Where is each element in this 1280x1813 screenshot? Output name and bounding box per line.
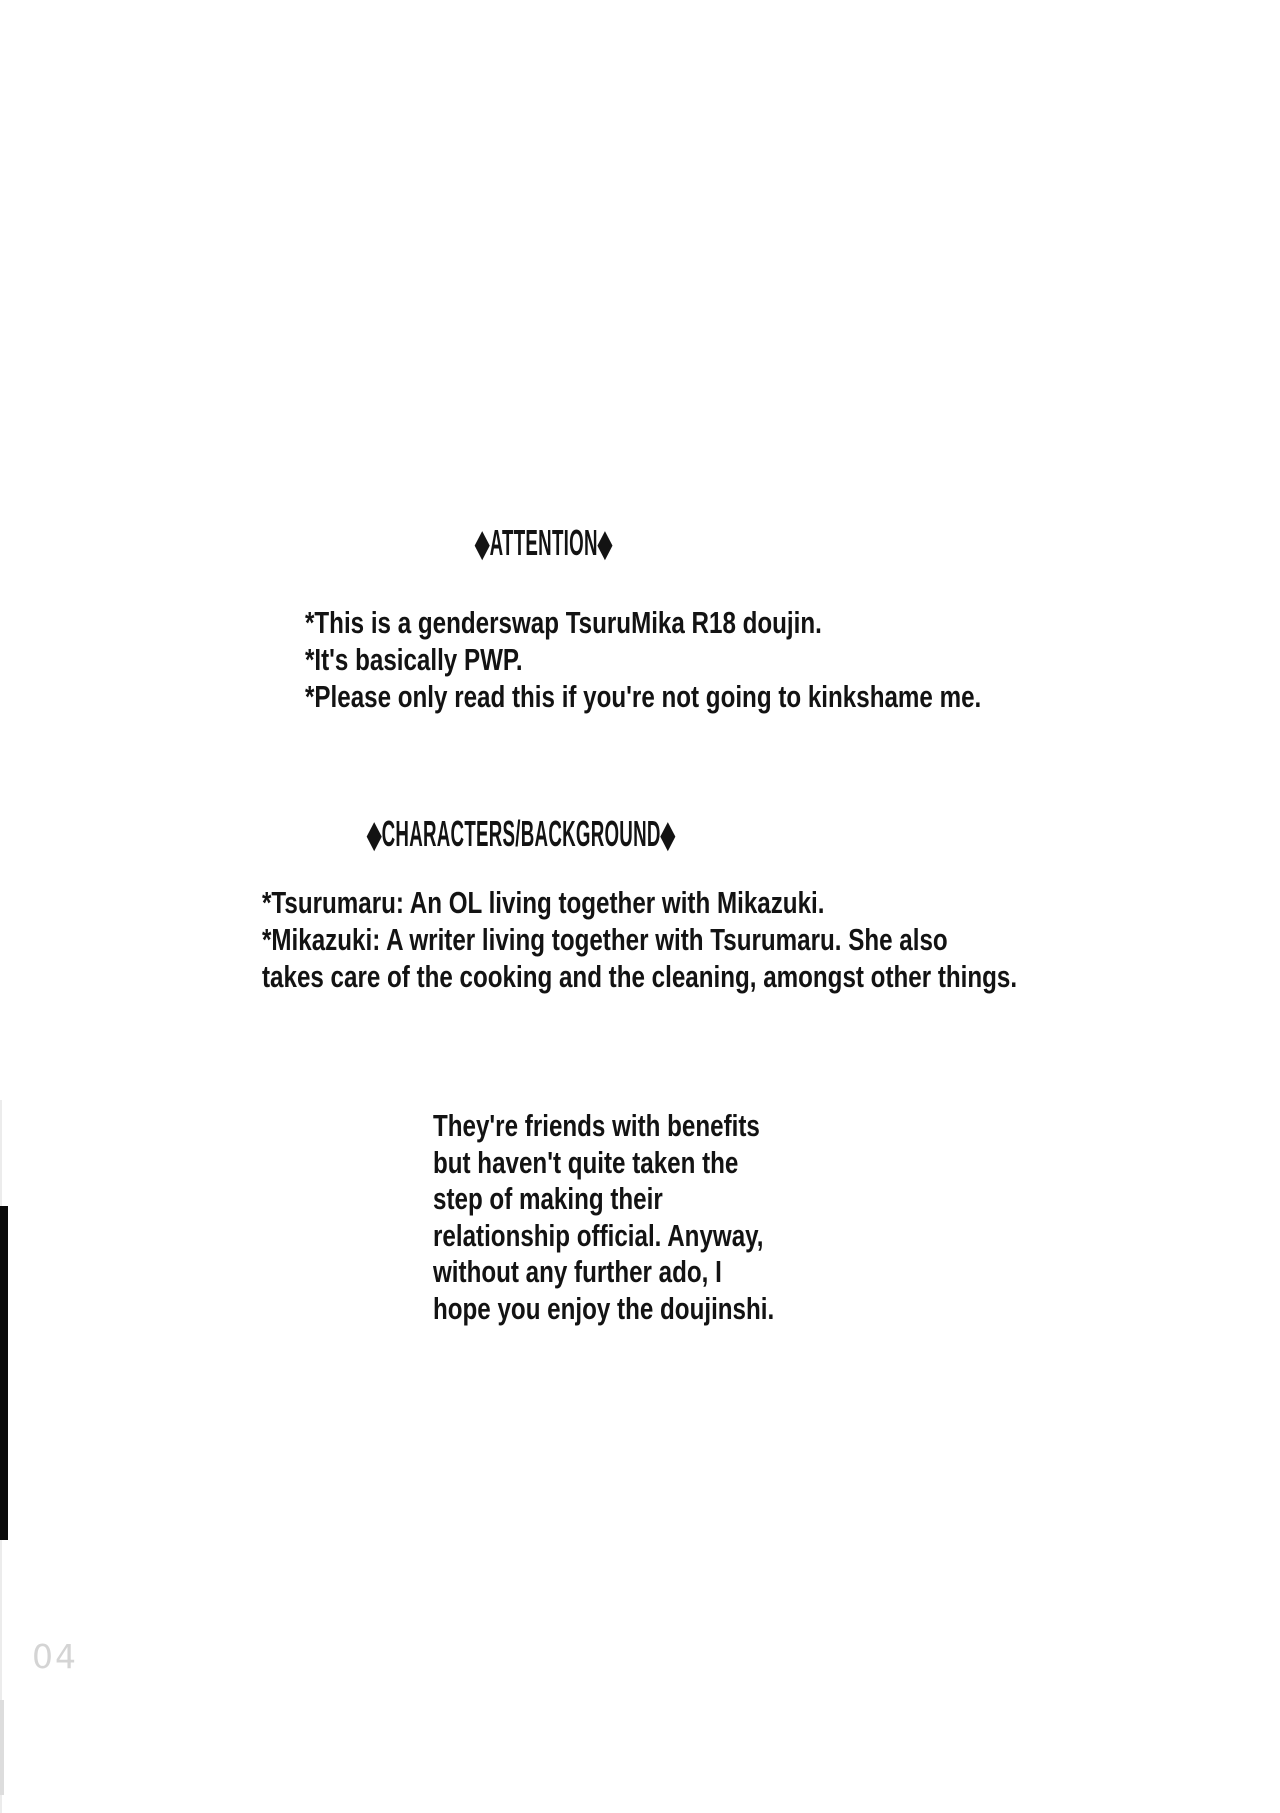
closing-note-line: without any further ado, I xyxy=(433,1254,722,1289)
closing-note-line: but haven't quite taken the xyxy=(433,1144,739,1180)
characters-note-line: *Tsurumaru: An OL living together with Mikazuki. xyxy=(262,885,825,920)
attention-heading: ◆ATTENTION◆ xyxy=(475,522,613,563)
characters-note-line: takes care of the cooking and the cleaning, amongst other things. xyxy=(262,959,1018,994)
attention-note-line: *It's basically PWP. xyxy=(305,642,523,677)
closing-note-line: relationship official. Anyway, xyxy=(433,1217,764,1253)
closing-note-line: They're friends with benefits xyxy=(433,1108,760,1143)
attention-notes xyxy=(305,604,981,715)
attention-note-line: *Please only read this if you're not going to kinkshame me. xyxy=(305,679,982,714)
page-number: 04 xyxy=(32,1637,78,1676)
closing-note-line: step of making their xyxy=(433,1181,663,1216)
scan-smudge-artifact xyxy=(0,1700,4,1795)
characters-background-heading: ◆CHARACTERS/BACKGROUND◆ xyxy=(367,813,676,854)
closing-note-line: hope you enjoy the doujinshi. xyxy=(433,1290,775,1326)
scan-black-bar-artifact xyxy=(0,1206,8,1540)
characters-background-notes xyxy=(262,884,1017,995)
characters-note-line: *Mikazuki: A writer living together with Tsurumaru. She also xyxy=(262,922,948,957)
attention-note-line: *This is a genderswap TsuruMika R18 doujin. xyxy=(305,605,822,640)
closing-note xyxy=(433,1108,774,1327)
